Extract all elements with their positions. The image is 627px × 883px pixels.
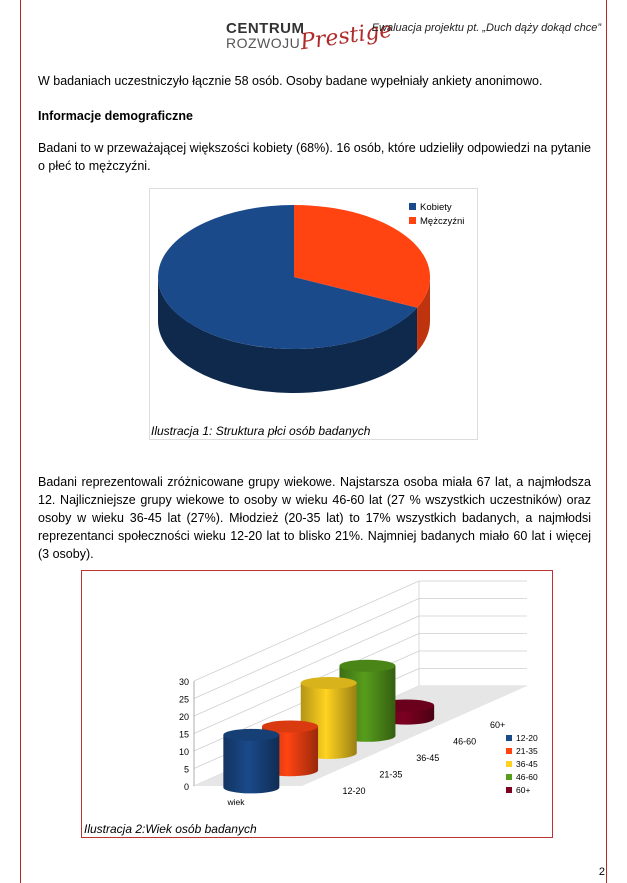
x-tick-label: 12-20 (342, 785, 366, 796)
project-title: Ewaluacja projektu pt. „Duch dąży dokąd chce” (371, 22, 601, 34)
y-tick-label: 10 (178, 747, 189, 757)
bar-46-60-top (339, 660, 395, 672)
legend-swatch-kobiety (409, 203, 416, 210)
y-tick-label: 30 (178, 677, 189, 687)
bar-36-45-top (301, 677, 357, 689)
x-tick-label: 36-45 (416, 753, 440, 763)
legend-label-21-35: 21-35 (516, 746, 538, 756)
legend-label-60+: 60+ (516, 785, 531, 795)
page-number: 2 (598, 866, 605, 878)
pie-legend (409, 202, 464, 227)
legend-label-46-60: 46-60 (516, 772, 538, 782)
legend-label-12-20: 12-20 (516, 733, 538, 743)
bar-12-20-top (223, 729, 279, 741)
caption-gender: Ilustracja 1: Struktura płci osób badanych (151, 424, 371, 438)
legend-swatch-60+ (506, 787, 512, 793)
paragraph-age: Badani reprezentowali zróżnicowane grupy wiekowe. Najstarsza osoba miała 67 lat, a najmłodsza 12. Najliczniejsze grupy wiekowe to osoby w wieku 46-60 lat (27 % wszystkich uczestników) oraz osoby w wieku 36-45 lat (27%). Młodzież (20-35 lat) to 17% wszystkich badanych, a najmłodsi reprezentanci społeczności wieku 12-20 lat to blisko 21%. Najmniej badanych miało 60 lat i więcej (3 osoby). (38, 475, 591, 561)
logo-line2: ROZWOJU (226, 35, 301, 51)
x-tick-label: 60+ (490, 720, 506, 731)
y-tick-label: 15 (178, 729, 189, 740)
legend-swatch-36-45 (506, 761, 512, 767)
legend-swatch-12-20 (506, 735, 512, 741)
age-chart (81, 570, 553, 838)
x-axis-label: wiek (227, 797, 245, 807)
bar-12-20 (223, 735, 279, 794)
y-tick-label: 20 (178, 712, 189, 722)
paragraph-gender: Badani to w przeważającej większości kobiety (68%). 16 osób, które udzieliły odpowiedzi na pytanie o płeć to mężczyźni. (38, 141, 591, 173)
y-tick-label: 0 (183, 782, 189, 792)
x-tick-label: 21-35 (379, 769, 403, 780)
pie-group (158, 205, 430, 393)
x-tick-label: 46-60 (453, 736, 477, 747)
y-tick-label: 25 (178, 694, 189, 705)
legend-label-kobiety: Kobiety (420, 202, 452, 213)
legend-label-mezczyzni: Mężczyźni (420, 216, 465, 227)
section-heading: Informacje demograficzne (38, 109, 193, 123)
logo-line1: CENTRUM (226, 20, 305, 37)
gender-chart (149, 188, 478, 440)
legend-label-36-45: 36-45 (516, 759, 538, 769)
logo (222, 17, 394, 56)
legend-swatch-46-60 (506, 774, 512, 780)
caption-age: Ilustracja 2:Wiek osób badanych (84, 822, 257, 836)
logo-script: Prestige (298, 17, 394, 56)
y-tick-label: 5 (183, 764, 189, 775)
legend-swatch-21-35 (506, 748, 512, 754)
age-bar-svg (82, 571, 554, 839)
gender-pie-svg (150, 189, 479, 441)
legend-swatch-mezczyzni (409, 217, 416, 224)
paragraph-participants: W badaniach uczestniczyło łącznie 58 osób. Osoby badane wypełniały ankiety anonimowo. (38, 74, 543, 88)
